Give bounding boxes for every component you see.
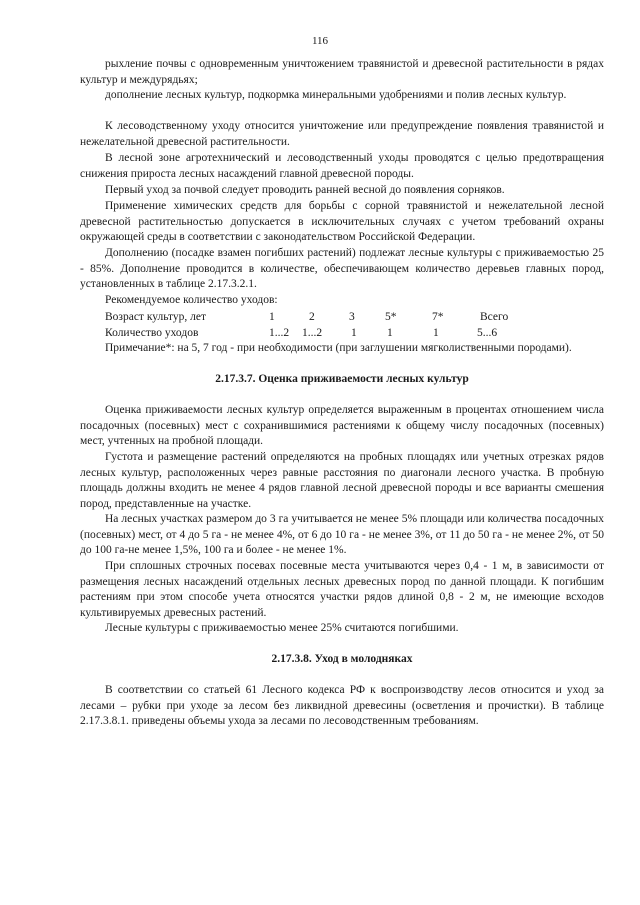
care-table-cell: Всего bbox=[480, 311, 509, 323]
paragraph-area-shares: На лесных участках размером до 3 га учитывается не менее 5% площади или количества посадочных (посевных) мест, от 4 до 5 га - не менее 4%, от 6 до 10 га - не менее 3%, от 11 до 50 га - не менее 2%, от 50 до 100 га-не менее 1,5%, 100 га и более - не менее 1%. bbox=[80, 513, 604, 557]
page-number: 116 bbox=[311, 35, 329, 47]
care-table-cell: 1 bbox=[269, 311, 275, 323]
care-table-cell: 5...6 bbox=[477, 327, 498, 339]
paragraph-survival-definition: Оценка приживаемости лесных культур определяется выраженным в процентах отношением числа посадочных (посевных) мест с сохранившимися растениями к общему числу посадочных (посевных) мест, учтенных на пробной площади. bbox=[80, 404, 604, 448]
paragraph-chemicals: Применение химических средств для борьбы с сорной травянистой и нежелательной лесной древесной растительностью допускается в исключительных случаях с учетом требований охраны окружающей среды в соответствии с законодательством Российской Федерации. bbox=[80, 200, 604, 244]
paragraph-dead-cultures: Лесные культуры с приживаемостью менее 25% считаются погибшими. bbox=[105, 622, 459, 634]
care-table-cell: 7* bbox=[432, 311, 444, 323]
care-table-cell: 1 bbox=[387, 327, 393, 339]
paragraph-supplement-rule: Дополнению (посадке взамен погибших растений) подлежат лесные культуры с приживаемостью 25 - 85%. Дополнение проводится в количестве, обеспечивающем количество деревьев главных пород, установленных в таблице 2.17.3.2.1. bbox=[80, 247, 604, 291]
care-table-row-label: Количество уходов bbox=[105, 327, 199, 339]
section-heading-survival: 2.17.3.7. Оценка приживаемости лесных культур bbox=[215, 373, 469, 385]
section-heading-young-stands: 2.17.3.8. Уход в молодняках bbox=[271, 653, 413, 665]
recommended-care-caption: Рекомендуемое количество уходов: bbox=[105, 294, 278, 306]
care-table-cell: 1...2 bbox=[302, 327, 323, 339]
care-table-row-label: Возраст культур, лет bbox=[105, 311, 207, 323]
care-table-cell: 3 bbox=[349, 311, 355, 323]
paragraph-density-placement: Густота и размещение растений определяются на пробных площадях или учетных отрезках рядов лесных культур, расположенных через равные расстояния по диагонали лесного участка. В пробную площадь должны входить не менее 4 рядов главной лесной древесной породы и все варианты смешения пород, представленные на участке. bbox=[80, 451, 604, 510]
care-table-cell: 1 bbox=[433, 327, 439, 339]
paragraph-loosening: рыхление почвы с одновременным уничтожением травянистой и древесной растительности в рядах культур и междурядьях; bbox=[80, 58, 604, 86]
care-table-cell: 5* bbox=[385, 311, 397, 323]
care-table-cell: 1...2 bbox=[269, 327, 290, 339]
care-table-row-age bbox=[105, 309, 605, 325]
care-table-cell: 1 bbox=[351, 327, 357, 339]
care-table-note: Примечание*: на 5, 7 год - при необходимости (при заглушении мягколиственными породами). bbox=[105, 342, 572, 354]
paragraph-forest-zone: В лесной зоне агротехнический и лесоводственный уходы проводятся с целью предотвращения снижения прироста лесных насаждений главной древесной породы. bbox=[80, 152, 604, 180]
paragraph-silvicultural-care: К лесоводственному уходу относится уничтожение или предупреждение появления травянистой и нежелательной древесной растительности. bbox=[80, 120, 604, 148]
care-table-cell: 2 bbox=[309, 311, 315, 323]
paragraph-first-care: Первый уход за почвой следует проводить ранней весной до появления сорняков. bbox=[105, 184, 505, 196]
paragraph-supplement: дополнение лесных культур, подкормка минеральными удобрениями и полив лесных культур. bbox=[105, 89, 567, 101]
paragraph-forest-code: В соответствии со статьей 61 Лесного кодекса РФ к воспроизводству лесов относится и уход за лесами – рубки при уходе за лесом без ликвидной древесины (осветления и прочистки). В таблице 2.17.3.8.1. приведены объемы ухода за лесами по лесоводственным требованиям. bbox=[80, 684, 604, 728]
care-table-row-count bbox=[105, 325, 605, 341]
paragraph-row-sowing: При сплошных строчных посевах посевные места учитываются через 0,4 - 1 м, в зависимости от размещения лесных насаждений отдельных лесных древесных пород по данной площади. К погибшим растениям при этом способе учета относятся участки рядов длиной 0,8 - 2 м, не имеющие всходов культивируемых древесных растений. bbox=[80, 560, 604, 619]
